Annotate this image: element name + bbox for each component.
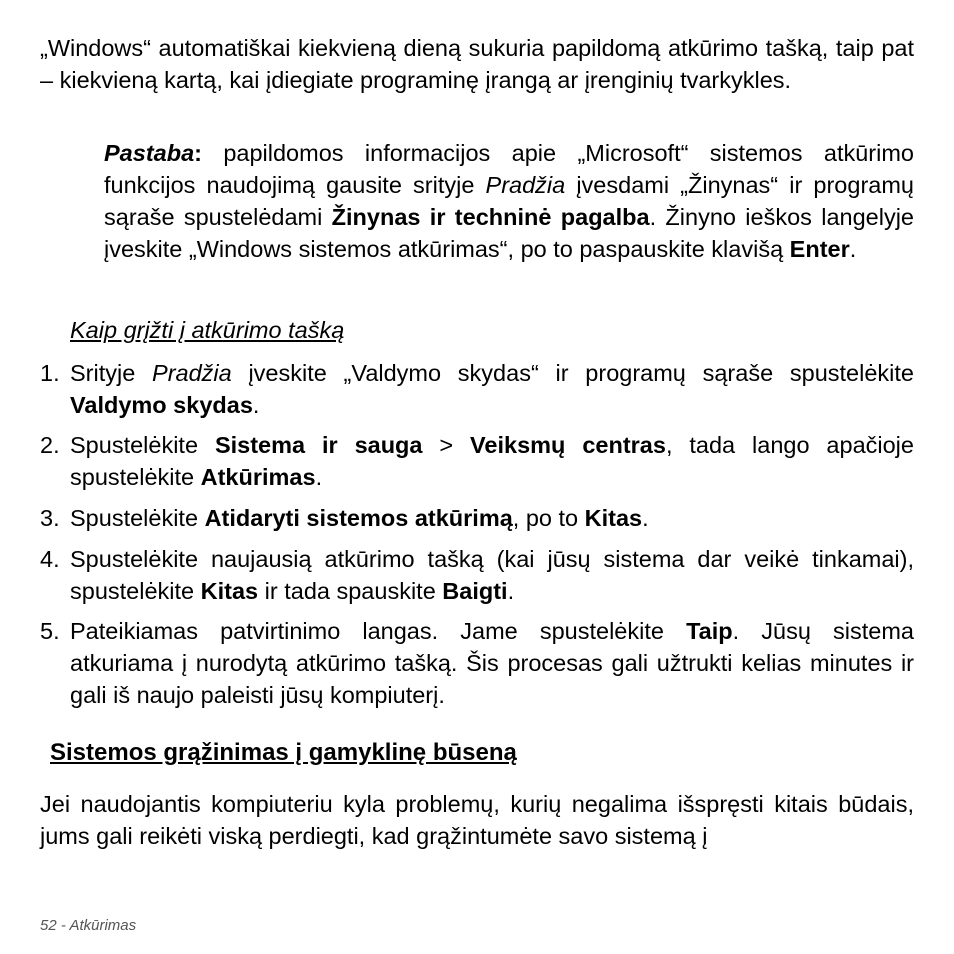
step-3 (40, 502, 914, 534)
section-paragraph: Jei naudojantis kompiuteriu kyla problemų, kurių negalima išspręsti kitais būdais, jums gali reikėti viską perdiegti, kad grąžintumėte savo sistemą į (40, 791, 914, 849)
section-heading: Sistemos grąžinimas į gamyklinę būseną (50, 739, 517, 766)
step-number: 2. (40, 432, 60, 458)
step-text: Pateikiamas patvirtinimo langas. Jame spustelėkite Taip. Jūsų sistema atkuriama į nurodytą atkūrimo tašką. Šis procesas gali užtrukti kelias minutes ir gali iš naujo paleisti jūsų kompiuterį. (70, 618, 914, 708)
step-5 (40, 615, 914, 711)
step-text: Srityje Pradžia įveskite „Valdymo skydas“ ir programų sąraše spustelėkite Valdymo skydas. (70, 360, 914, 418)
step-number: 4. (40, 546, 60, 572)
note-paragraph: Pastaba: papildomos informacijos apie „Microsoft“ sistemos atkūrimo funkcijos naudojimą gausite srityje Pradžia įvesdami „Žinynas“ ir programų sąraše spustelėdami Žinynas ir techninė pagalba. Žinyno ieškos langelyje įveskite „Windows sistemos atkūrimas“, po to paspauskite klavišą Enter. (104, 140, 915, 262)
enter-key: Enter (789, 236, 850, 262)
step-4 (40, 543, 914, 607)
intro-paragraph: „Windows“ automatiškai kiekvieną dieną sukuria papildomą atkūrimo tašką, taip pat – kiekvieną kartą, kai įdiegiate programinę įrangą ar įrenginių tvarkykles. (40, 35, 914, 93)
step-1 (40, 357, 914, 421)
step-number: 5. (40, 618, 60, 644)
step-number: 1. (40, 360, 60, 386)
procedure-subheading: Kaip grįžti į atkūrimo tašką (70, 317, 345, 343)
help-reference: Žinynas ir techninė pagalba (331, 204, 650, 230)
step-2 (40, 429, 914, 493)
step-text: Spustelėkite naujausią atkūrimo tašką (kai jūsų sistema dar veikė tinkamai), spustelėkite Kitas ir tada spauskite Baigti. (70, 546, 914, 604)
note-label: Pastaba (104, 140, 195, 166)
step-text: Spustelėkite Sistema ir sauga > Veiksmų centras, tada lango apačioje spustelėkite Atkūrimas. (70, 432, 914, 490)
step-text: Spustelėkite Atidaryti sistemos atkūrimą, po to Kitas. (70, 505, 649, 531)
page-footer: 52 - Atkūrimas (40, 917, 137, 934)
step-number: 3. (40, 505, 60, 531)
start-reference: Pradžia (485, 172, 566, 198)
